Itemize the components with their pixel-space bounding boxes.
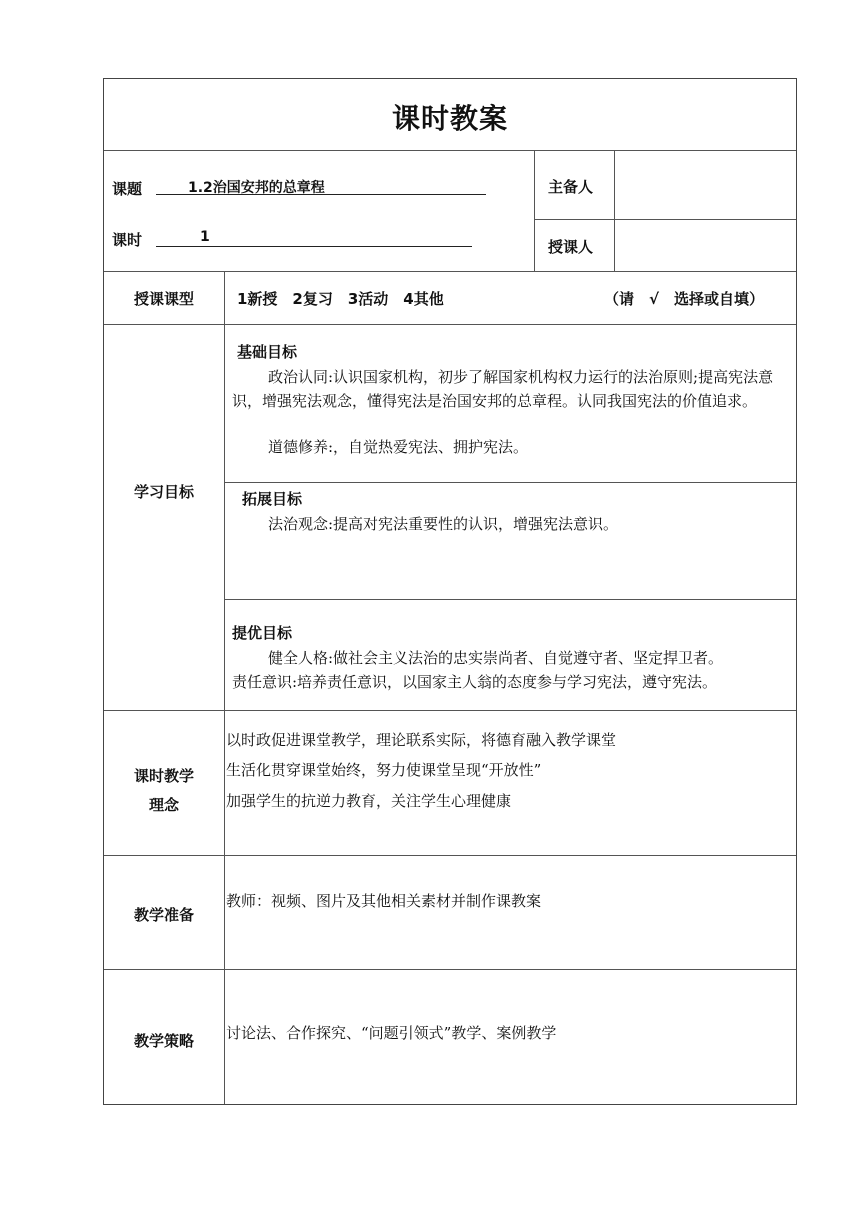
divider [224,482,796,483]
basic-goal-heading: 基础目标 [237,343,298,361]
preparation-text: 教师：视频、图片及其他相关素材并制作课教案 [226,892,542,910]
topic-label: 课题 [112,180,143,198]
lesson-type-options: 1新授 2复习 3活动 4其他 [237,290,444,308]
period-field [156,228,472,247]
basic-goal-text-1: 政治认同:认识国家机构，初步了解国家机构权力运行的法治原则;提高宪法意识，增强宪法观念，懂得宪法是治国安邦的总章程。认同我国宪法的价值追求。 [232,368,774,410]
period-value: 1 [156,229,472,247]
philosophy-line-2: 生活化贯穿课堂始终，努力使课堂呈现“开放性” [226,761,542,779]
topic-field [156,176,486,195]
advanced-goal-text-1: 健全人格:做社会主义法治的忠实崇尚者、自觉遵守者、坚定捍卫者。 [268,649,724,667]
divider [104,855,796,856]
divider [104,150,796,151]
divider [104,710,796,711]
extended-goal-text: 法治观念:提高对宪法重要性的认识，增强宪法意识。 [268,515,619,533]
divider [104,969,796,970]
strategy-text: 讨论法、合作探究、“问题引领式”教学、案例教学 [226,1024,557,1042]
page-title: 课时教案 [391,102,508,135]
advanced-goal-text-2: 责任意识:培养责任意识，以国家主人翁的态度参与学习宪法，遵守宪法。 [232,673,718,691]
lesson-type-note: （请 √ 选择或自填） [604,290,765,308]
extended-goal-heading: 拓展目标 [242,490,303,508]
divider [614,150,615,271]
period-label: 课时 [112,231,143,249]
divider [224,271,225,1104]
advanced-goal-heading: 提优目标 [232,624,293,642]
divider [224,599,796,600]
teacher-label: 授课人 [548,238,594,256]
lesson-type-label: 授课课型 [133,290,194,308]
philosophy-line-3: 加强学生的抗逆力教育，关注学生心理健康 [226,792,512,810]
philosophy-label-line1: 课时教学 [133,767,194,785]
basic-goal-text-2: 道德修养:，自觉热爱宪法、拥护宪法。 [268,438,529,456]
learning-goals-label: 学习目标 [133,483,194,501]
preparer-label: 主备人 [548,178,594,196]
lesson-plan-table [103,78,797,1105]
preparation-label: 教学准备 [133,906,194,924]
divider [104,324,796,325]
philosophy-line-1: 以时政促进课堂教学，理论联系实际，将德育融入教学课堂 [226,731,617,749]
divider [534,150,535,271]
philosophy-label-line2: 理念 [148,796,179,814]
strategy-label: 教学策略 [133,1032,194,1050]
divider [534,219,796,220]
divider [104,271,796,272]
topic-value: 1.2治国安邦的总章程 [156,177,486,195]
